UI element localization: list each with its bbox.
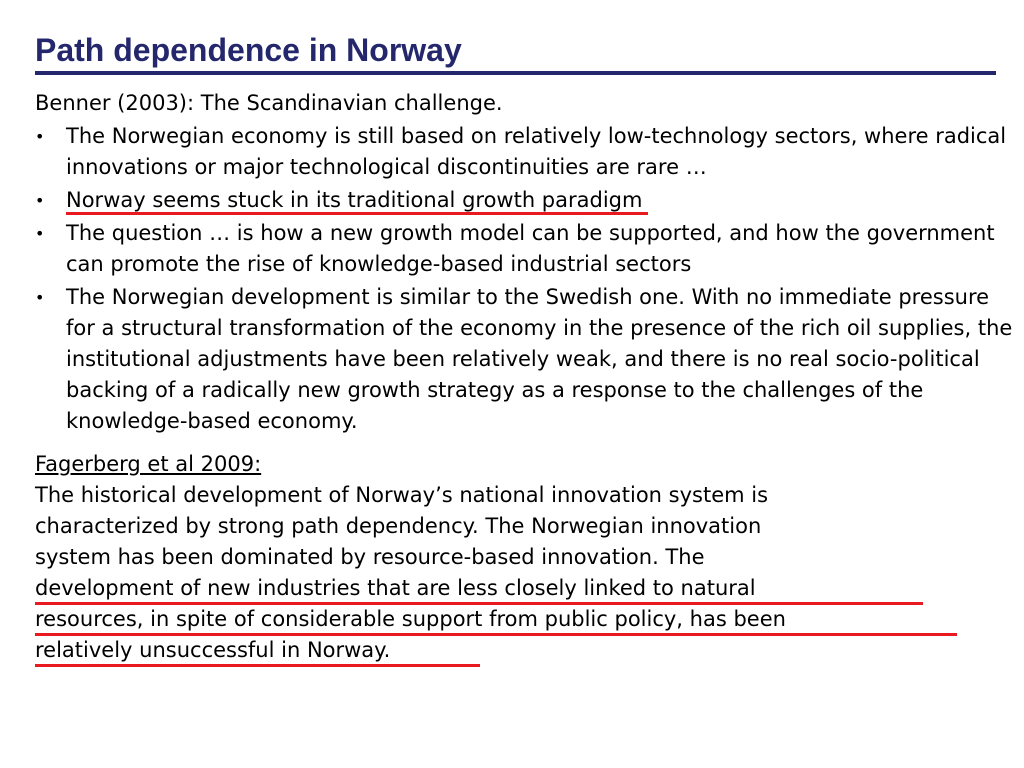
source-line: The historical development of Norway’s national innovation system is [35, 483, 769, 507]
source-heading: Fagerberg et al 2009: [35, 452, 262, 476]
bullet-text: The Norwegian development is similar to the Swedish one. With no immediate pressure for a structural transformation of the economy in the presence of the rich oil supplies, the institutional adjustments have been relatively weak, and there is no real socio-political backing of a radically new growth strategy as a response to the challenges of the knowledge-based economy. [66, 285, 1013, 433]
slide-title: Path dependence in Norway [35, 32, 462, 68]
slide-content [35, 88, 1020, 666]
intro-citation: Benner (2003): The Scandinavian challenge. [35, 91, 503, 115]
source-line-underlined [35, 573, 995, 604]
source-paragraph [35, 480, 995, 666]
bullet-text: The question … is how a new growth model can be supported, and how the government can promote the rise of knowledge-based industrial sectors [66, 221, 995, 276]
source-line-underlined [35, 604, 995, 635]
bullet-item [35, 282, 1020, 437]
source-line-text: relatively unsuccessful in Norway. [35, 638, 391, 662]
source-line: system has been dominated by resource-based innovation. The [35, 545, 705, 569]
source-line-text: resources, in spite of considerable support from public policy, has been [35, 607, 786, 631]
bullet-item-highlighted [35, 185, 1020, 216]
bullet-item [35, 218, 1020, 280]
source-line-underlined [35, 635, 995, 666]
bullet-text-underlined: Norway seems stuck in its traditional growth paradigm [66, 188, 648, 215]
source-line-text: development of new industries that are less closely linked to natural [35, 576, 756, 600]
bullet-list [35, 121, 1020, 437]
bullet-icon: • [35, 288, 45, 307]
bullet-text: The Norwegian economy is still based on relatively low-technology sectors, where radical innovations or major technological discontinuities are rare … [66, 124, 1007, 179]
bullet-item [35, 121, 1020, 183]
red-underline [35, 664, 480, 667]
title-divider [35, 71, 996, 75]
bullet-icon: • [35, 127, 45, 146]
source-line: characterized by strong path dependency. The Norwegian innovation [35, 514, 762, 538]
bullet-icon: • [35, 191, 45, 210]
bullet-icon: • [35, 224, 45, 243]
